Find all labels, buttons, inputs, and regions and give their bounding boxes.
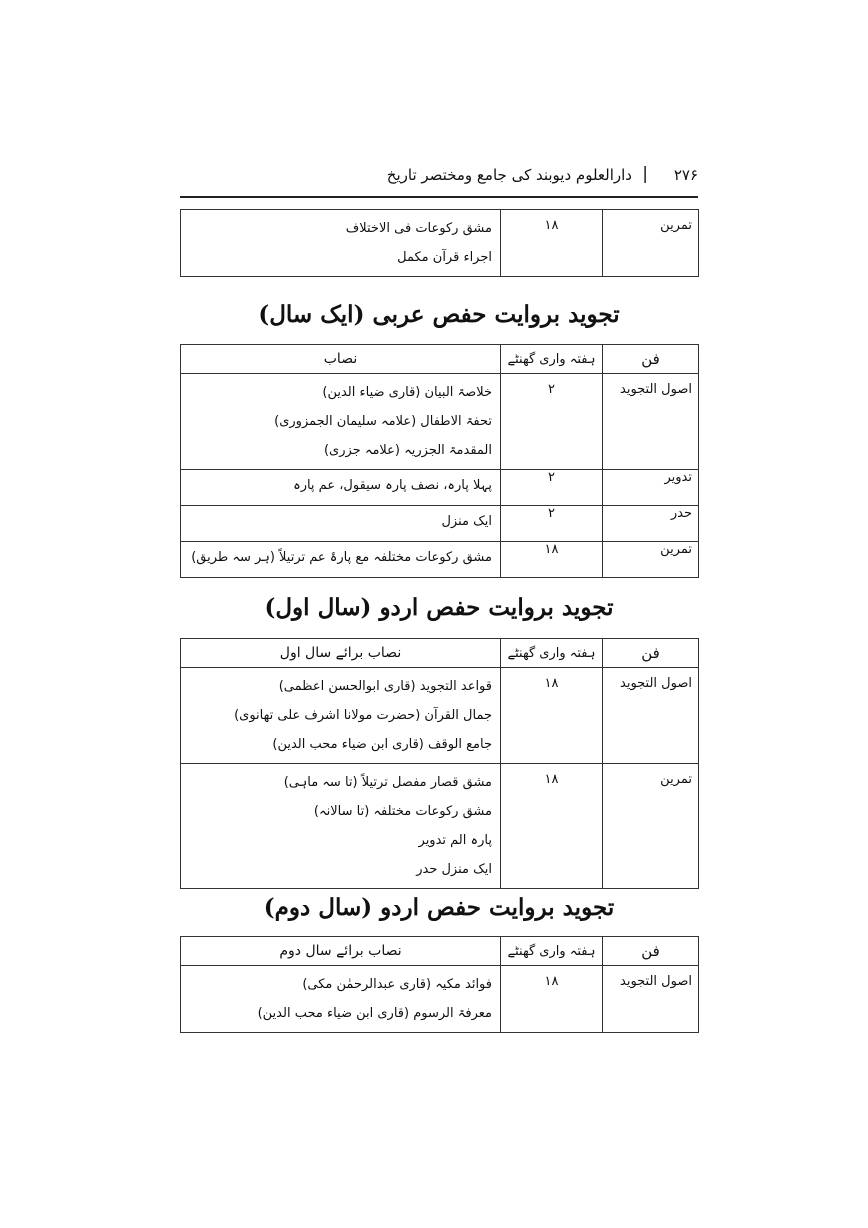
fan-cell: حدر <box>603 506 699 542</box>
nisab-cell <box>181 374 501 470</box>
nisab-line: قواعد التجوید (قاری ابوالحسن اعظمی) <box>278 679 492 694</box>
table-row <box>181 668 699 764</box>
nisab-line: پارہ الم تدویر <box>418 833 492 848</box>
table-row <box>181 210 699 277</box>
section-table <box>180 936 699 1033</box>
nisab-line: المقدمۃ الجزریہ (علامہ جزری) <box>323 443 492 458</box>
hours-cell: ۱۸ <box>501 210 603 277</box>
nisab-line: مشق قصار مفصل ترتیلاً (تا سہ ماہی) <box>283 775 492 790</box>
fan-cell: اصول التجوید <box>603 966 699 1033</box>
fan-cell: تدویر <box>603 470 699 506</box>
hours-cell: ۱۸ <box>501 668 603 764</box>
table-row <box>181 542 699 578</box>
table-header-row <box>181 639 699 668</box>
fan-cell: تمرین <box>603 210 699 277</box>
nisab-line: تحفۃ الاطفال (علامہ سلیمان الجمزوری) <box>274 414 492 429</box>
nisab-line: ایک منزل حدر <box>416 862 492 877</box>
fan-cell: اصول التجوید <box>603 668 699 764</box>
section-table <box>180 638 699 889</box>
column-header-nisab: نصاب برائے سال اول <box>181 639 501 668</box>
table-row <box>181 764 699 889</box>
nisab-line: فوائد مکیہ (قاری عبدالرحمٰن مکی) <box>302 977 492 992</box>
column-header-hours: ہفتہ واری گھنٹے <box>501 345 603 374</box>
nisab-cell <box>181 668 501 764</box>
nisab-line: ایک منزل <box>441 514 492 529</box>
nisab-cell <box>181 966 501 1033</box>
column-header-hours: ہفتہ واری گھنٹے <box>501 639 603 668</box>
fan-cell: اصول التجوید <box>603 374 699 470</box>
hours-cell: ۲ <box>501 374 603 470</box>
nisab-cell <box>181 506 501 542</box>
column-header-hours: ہفتہ واری گھنٹے <box>501 937 603 966</box>
top-table <box>180 209 699 277</box>
table-header-row <box>181 937 699 966</box>
nisab-line: جمال القرآن (حضرت مولانا اشرف علی تھانوی) <box>234 708 492 723</box>
nisab-cell <box>181 542 501 578</box>
nisab-line: اجراء قرآن مکمل <box>397 250 492 265</box>
header-separator: | <box>642 164 648 184</box>
hours-cell: ۲ <box>501 506 603 542</box>
fan-cell: تمرین <box>603 542 699 578</box>
table-row <box>181 470 699 506</box>
hours-cell: ۱۸ <box>501 966 603 1033</box>
nisab-cell <box>181 210 501 277</box>
nisab-line: پہلا پارہ، نصف پارہ سیقول، عم پارہ <box>293 478 492 493</box>
table-row <box>181 506 699 542</box>
section-title: تجوید بروایت حفص اردو (سال دوم) <box>263 894 615 921</box>
page-number: ۲۷۶ <box>673 166 698 184</box>
running-title: دارالعلوم دیوبند کی جامع ومختصر تاریخ <box>386 166 632 184</box>
section-title: تجوید بروایت حفص اردو (سال اول) <box>264 594 614 621</box>
nisab-line: خلاصۃ البیان (قاری ضیاء الدین) <box>322 385 492 400</box>
nisab-cell <box>181 470 501 506</box>
hours-cell: ۲ <box>501 470 603 506</box>
column-header-nisab: نصاب برائے سال دوم <box>181 937 501 966</box>
section-title: تجوید بروایت حفص عربی (ایک سال) <box>258 301 620 328</box>
page-header <box>180 160 698 198</box>
table-header-row <box>181 345 699 374</box>
column-header-fan: فن <box>603 639 699 668</box>
nisab-line: مشق رکوعات مختلفہ مع پارۂ عم ترتیلاً (ہر سہ طریق) <box>191 550 492 565</box>
table-row <box>181 966 699 1033</box>
hours-cell: ۱۸ <box>501 542 603 578</box>
nisab-line: مشق رکوعات مختلفہ (تا سالانہ) <box>313 804 492 819</box>
section-table <box>180 344 699 578</box>
nisab-cell <box>181 764 501 889</box>
table-row <box>181 374 699 470</box>
nisab-line: معرفۃ الرسوم (قاری ابن ضیاء محب الدین) <box>257 1006 492 1021</box>
column-header-nisab: نصاب <box>181 345 501 374</box>
fan-cell: تمرین <box>603 764 699 889</box>
nisab-line: مشق رکوعات فی الاختلاف <box>345 221 492 236</box>
column-header-fan: فن <box>603 937 699 966</box>
hours-cell: ۱۸ <box>501 764 603 889</box>
column-header-fan: فن <box>603 345 699 374</box>
nisab-line: جامع الوقف (قاری ابن ضیاء محب الدین) <box>272 737 492 752</box>
